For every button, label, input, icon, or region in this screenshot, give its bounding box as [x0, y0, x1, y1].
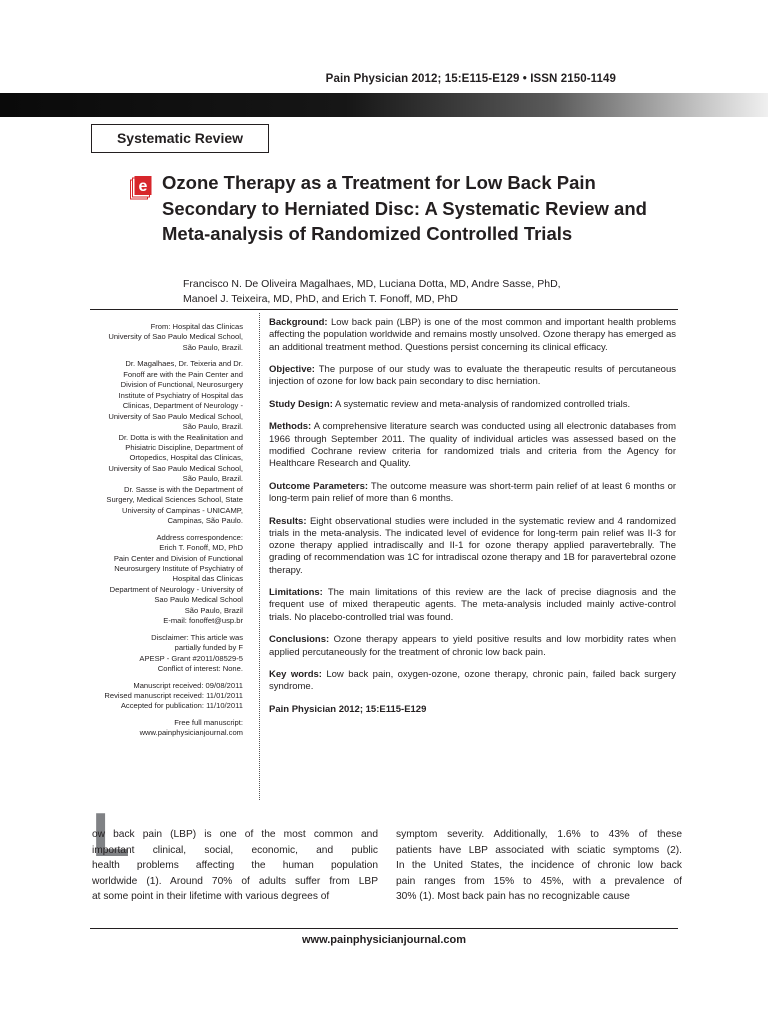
sidebar-line: Division of Functional, Neurosurgery: [120, 380, 243, 390]
sidebar-line: Surgery, Medical Sciences School, State: [106, 495, 243, 505]
section-label: Systematic Review: [91, 124, 269, 153]
body-column-left: [92, 827, 378, 905]
abstract-text: Eight observational studies were included in the systematic review and 4 randomized trials in the meta-analysis. The indicated level of evidence for long-term pain relief was II-3 for ozone therapy applied intradiscally and II-1 for ozone therapy applied paravertebrally. The grading of recommendation was 1C for intradiscal ozone therapy and 1B for paravertebral ozone therapy.: [269, 515, 676, 576]
abstract-objective: [269, 364, 676, 389]
abstract-heading: Methods:: [269, 421, 312, 433]
abstract-text: A systematic review and meta-analysis of randomized controlled trials.: [332, 398, 631, 410]
sidebar-line: University of Sao Paulo Medical School,: [108, 332, 243, 342]
e-publication-icon: [130, 176, 152, 200]
abstract-heading: Results:: [269, 515, 307, 527]
sidebar-line: Phisiatric Discipline, Department of: [125, 442, 243, 452]
sidebar-line: Disclaimer: This article was: [151, 632, 243, 642]
body-text-line: health problems affecting the human population: [92, 860, 378, 871]
sidebar-line: Accepted for publication: 11/10/2011: [120, 701, 243, 711]
sidebar-line: partially funded by F: [174, 643, 243, 653]
journal-citation-header: Pain Physician 2012; 15:E115-E129 • ISSN 2150-1149: [325, 73, 616, 85]
abstract-background: [269, 317, 676, 354]
free-manuscript-block: [88, 718, 243, 739]
dates-block: [88, 681, 243, 712]
author-details-block: [88, 359, 243, 526]
sidebar-line: Neurosurgery Institute of Psychiatry of: [114, 563, 243, 573]
sidebar-line: Dr. Magalhaes, Dr. Teixeria and Dr.: [125, 359, 243, 369]
article-authors: [183, 277, 673, 306]
sidebar-line: São Paulo, Brazil.: [182, 474, 243, 484]
body-text-line: patients have LBP associated with sciatic symptoms (2).: [396, 844, 682, 856]
drop-cap-glyph: L: [92, 801, 130, 870]
svg-text:e: e: [138, 178, 148, 195]
abstract-keywords: [269, 669, 676, 694]
abstract-limitations: [269, 587, 676, 624]
sidebar-line: Sao Paulo Medical School: [154, 595, 243, 605]
abstract-results: [269, 516, 676, 577]
abstract-text: Ozone therapy appears to yield positive results and low morbidity rates when applied percutaneously for the treatment of chronic low back pain.: [269, 634, 676, 658]
body-text-line: 30% (1). Most back pain has no recognizable cause: [396, 891, 630, 902]
abstract-conclusions: [269, 634, 676, 659]
sidebar-line: Dr. Sasse is with the Department of: [123, 484, 243, 494]
sidebar-line: Conflict of interest: None.: [157, 664, 243, 674]
abstract-methods: [269, 421, 676, 470]
sidebar-line: São Paulo, Brazil.: [182, 342, 243, 352]
top-rule: [90, 309, 678, 310]
abstract-citation: Pain Physician 2012; 15:E115-E129: [269, 703, 427, 715]
abstract-heading: Background:: [269, 317, 328, 328]
bottom-rule: [90, 928, 678, 929]
sidebar-line: Fonoff are with the Pain Center and: [123, 369, 243, 379]
sidebar-line: São Paulo, Brazil: [184, 605, 243, 615]
body-text-line: ow back pain (LBP) is one of the most common and: [92, 829, 378, 840]
article-title: Ozone Therapy as a Treatment for Low Back Pain Secondary to Herniated Disc: A Systematic Review and Meta-analysis of Randomized Controlled Trials: [162, 172, 647, 244]
sidebar-line: Institute of Psychiatry of Hospital das: [118, 390, 243, 400]
sidebar-line: University of Sao Paulo Medical School,: [108, 411, 243, 421]
sidebar-line: Address correspondence:: [156, 532, 243, 542]
abstract: [269, 317, 676, 726]
abstract-heading: Key words:: [269, 669, 322, 681]
abstract-study-design: [269, 399, 676, 411]
authors-line: Francisco N. De Oliveira Magalhaes, MD, Luciana Dotta, MD, Andre Sasse, PhD,: [183, 278, 561, 290]
abstract-heading: Objective:: [269, 364, 315, 376]
abstract-heading: Outcome Parameters:: [269, 480, 369, 492]
affiliation-block: [88, 322, 243, 353]
column-divider: [259, 313, 260, 800]
abstract-text: Low back pain (LBP) is one of the most common and important health problems affecting the population worldwide and remains mostly unsolved. Ozone therapy has emerged as an additional treatment method. Questions persist concerning its clinical efficacy.: [269, 317, 676, 353]
sidebar-line: University of Campinas - UNICAMP,: [122, 505, 243, 515]
sidebar-line: Erich T. Fonoff, MD, PhD: [159, 543, 243, 553]
sidebar-line: Campinas, São Paulo.: [167, 516, 243, 526]
sidebar-line: APESP - Grant #2011/08529-5: [139, 653, 243, 663]
header-gradient-bar: [0, 93, 768, 117]
abstract-heading: Conclusions:: [269, 634, 330, 646]
body-text-line: important clinical, social, economic, and public: [92, 844, 378, 856]
sidebar-line: Free full manuscript:: [174, 717, 243, 727]
footer-url: www.painphysicianjournal.com: [301, 934, 466, 946]
abstract-outcome: [269, 481, 676, 506]
authors-line: Manoel J. Teixeira, MD, PhD, and Erich T. Fonoff, MD, PhD: [183, 292, 458, 305]
sidebar-line: Pain Center and Division of Functional: [113, 553, 243, 563]
abstract-text: Low back pain, oxygen-ozone, ozone therapy, chronic pain, failed back surgery syndrome.: [269, 669, 676, 693]
abstract-text: The purpose of our study was to evaluate the therapeutic results of percutaneous injection of ozone for low back pain secondary to disc herniation.: [269, 364, 676, 388]
disclaimer-block: [88, 633, 243, 675]
body-text-line: at some point in their lifetime with various degrees of: [92, 891, 330, 902]
sidebar-line: www.painphysicianjournal.com: [139, 728, 243, 738]
abstract-text: A comprehensive literature search was conducted using all electronic databases from 1966 through September 2011. The quality of individual articles was assessed based on the modified Cochrane review criteria for randomized trials and criteria from the Agency for Healthcare Research and Quality.: [269, 421, 676, 470]
sidebar-line: University of Sao Paulo Medical School,: [108, 463, 243, 473]
body-text-line: pain ranges from 15% to 45%, with a prevalence of: [396, 875, 682, 887]
body-text-line: worldwide (1). Around 70% of adults suffer from LBP: [92, 875, 378, 887]
abstract-text: The outcome measure was short-term pain relief of at least 6 months or long-term pain relief of more than 6 months.: [269, 480, 677, 505]
correspondence-block: [88, 533, 243, 627]
abstract-heading: Limitations:: [269, 587, 323, 599]
abstract-heading: Study Design:: [269, 398, 333, 410]
body-text-line: In the United States, the incidence of chronic low back: [396, 860, 682, 871]
sidebar-line: Hospital das Clinicas: [172, 574, 243, 584]
sidebar-line: Manuscript received: 09/08/2011: [133, 680, 243, 690]
sidebar-line: E-mail: fonoffet@usp.br: [163, 616, 243, 626]
sidebar-line: Ortopedics, Hospital das Clinicas,: [129, 453, 243, 463]
abstract-text: The main limitations of this review are the lack of precise diagnosis and the frequent use of mixed therapeutic agents. The meta-analysis included mainly active-control trials. No placebo-controlled trial was found.: [269, 587, 676, 623]
article-info-sidebar: [88, 322, 243, 745]
sidebar-line: From: Hospital das Clinicas: [150, 322, 243, 331]
sidebar-line: Revised manuscript received: 11/01/2011: [104, 690, 243, 700]
body-column-right: [396, 827, 682, 905]
sidebar-line: Department of Neurology - University of: [109, 584, 243, 594]
sidebar-line: Dr. Dotta is with the Realinitation and: [118, 432, 243, 442]
body-text-line: symptom severity. Additionally, 1.6% to 43% of these: [396, 829, 682, 840]
sidebar-line: São Paulo, Brazil.: [182, 422, 243, 432]
sidebar-line: Clinicas, Department of Neurology -: [122, 401, 243, 411]
